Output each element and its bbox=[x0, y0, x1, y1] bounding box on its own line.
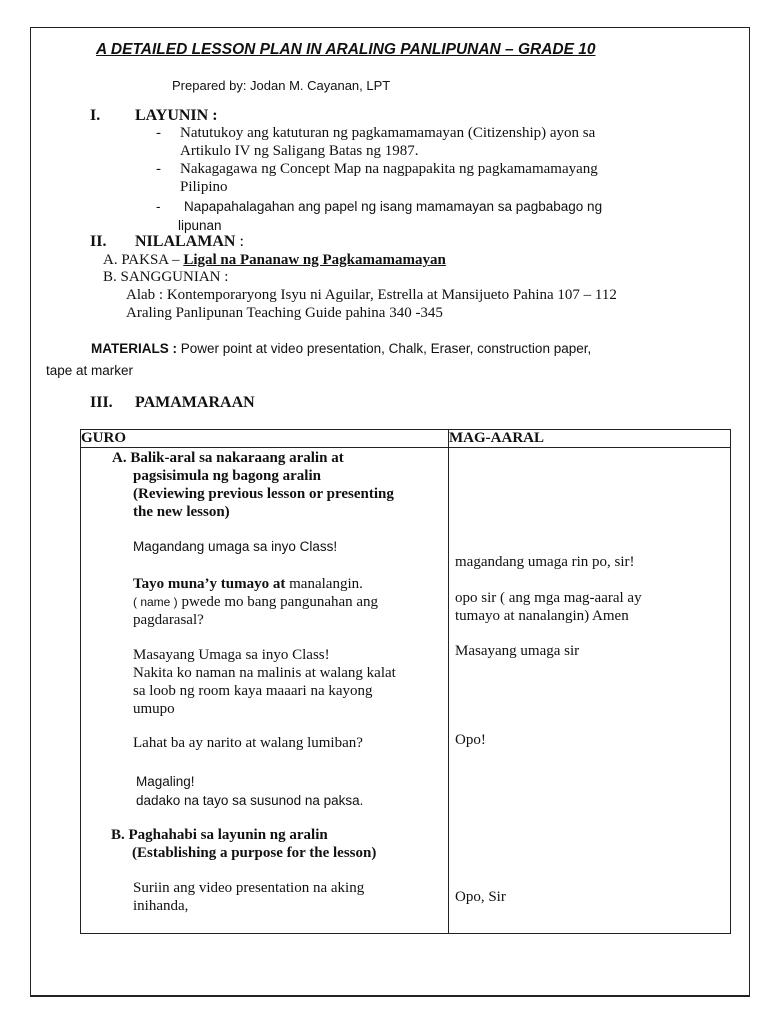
guro-cell bbox=[81, 448, 449, 934]
teacher-prayer: Tayo muna’y tumayo at manalangin. ( name ) pwede mo bang pangunahan ang pagdarasal? bbox=[133, 576, 379, 628]
student-response-5: Opo, Sir bbox=[455, 889, 506, 905]
materials-line: MATERIALS : Power point at video presentation, Chalk, Eraser, construction paper, bbox=[91, 341, 592, 356]
reference-1: Alab : Kontemporaryong Isyu ni Aguilar, Estrella at Mansijueto Pahina 107 – 112 bbox=[126, 287, 617, 303]
prepared-by: Prepared by: Jodan M. Cayanan, LPT bbox=[172, 78, 391, 93]
objective-item-3: - Napapahalagahan ang papel ng isang mamamayan sa pagbabago ng lipunan bbox=[156, 199, 603, 233]
sanggunian-label: B. SANGGUNIAN : bbox=[103, 269, 229, 285]
section-1-numeral: I. bbox=[90, 107, 101, 124]
document-title: A DETAILED LESSON PLAN IN ARALING PANLIPUNAN – GRADE 10 bbox=[96, 41, 596, 58]
reference-2: Araling Panlipunan Teaching Guide pahina 340 -345 bbox=[126, 305, 443, 321]
paksa-title: Ligal na Pananaw ng Pagkamamamayan bbox=[183, 252, 446, 268]
section-3-heading: PAMAMARAAN bbox=[135, 394, 255, 411]
step-a-heading: A. Balik-aral sa nakaraang aralin at pagsisimula ng bagong aralin (Reviewing previous lesson or presenting the new lesson) bbox=[112, 450, 394, 520]
procedure-table bbox=[80, 429, 731, 934]
section-2-numeral: II. bbox=[90, 233, 107, 250]
paksa-line: A. PAKSA – Ligal na Pananaw ng Pagkamamamayan bbox=[103, 252, 446, 268]
objective-item-1: - Natutukoy ang katuturan ng pagkamamamayan (Citizenship) ayon sa Artikulo IV ng Saligang Batas ng 1987. bbox=[156, 125, 596, 159]
teacher-magaling: Magaling! dadako na tayo sa susunod na paksa. bbox=[136, 774, 364, 808]
section-3-numeral: III. bbox=[90, 394, 113, 411]
teacher-suriin: Suriin ang video presentation na aking inihanda, bbox=[133, 880, 365, 914]
teacher-attendance: Lahat ba ay narito at walang lumiban? bbox=[133, 735, 363, 751]
student-response-2: opo sir ( ang mga mag-aaral ay tumayo at nanalangin) Amen bbox=[455, 590, 642, 624]
section-1-heading: LAYUNIN : bbox=[135, 107, 218, 124]
teacher-masaya: Masayang Umaga sa inyo Class! Nakita ko naman na malinis at walang kalat sa loob ng room kaya maaari na kayong umupo bbox=[133, 647, 396, 717]
table-header-mag-aaral: MAG-AARAL bbox=[449, 430, 731, 448]
teacher-greeting: Magandang umaga sa inyo Class! bbox=[133, 539, 338, 554]
step-b-heading: B. Paghahabi sa layunin ng aralin (Establishing a purpose for the lesson) bbox=[111, 827, 377, 861]
objective-item-2: - Nakagagawa ng Concept Map na nagpapakita ng pagkamamamayang Pilipino bbox=[156, 161, 598, 195]
student-response-1: magandang umaga rin po, sir! bbox=[455, 554, 635, 570]
table-header-guro: GURO bbox=[81, 430, 449, 448]
section-2-heading: NILALAMAN : bbox=[135, 233, 244, 250]
student-response-4: Opo! bbox=[455, 732, 486, 748]
materials-line-2: tape at marker bbox=[46, 363, 134, 378]
mag-aaral-cell bbox=[449, 448, 731, 934]
student-response-3: Masayang umaga sir bbox=[455, 643, 580, 659]
